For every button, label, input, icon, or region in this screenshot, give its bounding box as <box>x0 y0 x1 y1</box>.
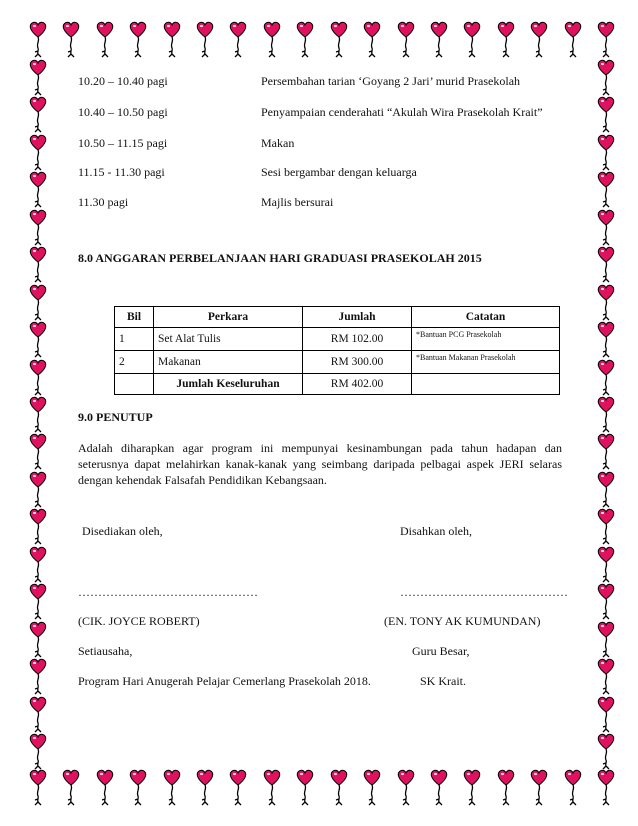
heart-balloon-icon <box>596 320 616 358</box>
schedule-time: 10.50 – 11.15 pagi <box>78 136 168 150</box>
heart-balloon-icon <box>563 768 583 806</box>
cell-perkara: Makanan <box>154 351 303 374</box>
section-8-title: 8.0 ANGGARAN PERBELANJAAN HARI GRADUASI PRASEKOLAH 2015 <box>78 251 482 265</box>
heart-balloon-icon <box>596 170 616 208</box>
heart-balloon-icon <box>596 695 616 733</box>
heart-balloon-icon <box>596 732 616 770</box>
heart-balloon-icon <box>596 768 616 806</box>
cell-bil: 2 <box>115 351 154 374</box>
heart-balloon-icon <box>596 470 616 508</box>
heart-balloon-icon <box>596 507 616 545</box>
total-value: RM 402.00 <box>303 374 412 395</box>
heart-balloon-icon <box>496 768 516 806</box>
heart-balloon-icon <box>362 768 382 806</box>
heart-balloon-icon <box>529 768 549 806</box>
signature-line-left: ……………………………………… <box>78 585 258 599</box>
approver-role: Guru Besar, <box>412 644 470 658</box>
heart-balloon-icon <box>195 768 215 806</box>
heart-balloon-icon <box>596 20 616 58</box>
schedule-time: 11.15 - 11.30 pagi <box>78 165 165 179</box>
heart-balloon-icon <box>28 432 48 470</box>
prepared-by-label: Disediakan oleh, <box>82 524 163 538</box>
schedule-event: Persembahan tarian ‘Goyang 2 Jari’ murid Prasekolah <box>261 74 521 88</box>
cell-bil: 1 <box>115 328 154 351</box>
heart-balloon-icon <box>162 768 182 806</box>
heart-balloon-icon <box>28 358 48 396</box>
cell-perkara: Set Alat Tulis <box>154 328 303 351</box>
heart-balloon-icon <box>462 768 482 806</box>
heart-balloon-icon <box>28 582 48 620</box>
heart-balloon-icon <box>396 20 416 58</box>
heart-balloon-icon <box>28 170 48 208</box>
heart-balloon-icon <box>295 20 315 58</box>
schedule-time: 10.20 – 10.40 pagi <box>78 74 168 88</box>
cell-empty <box>412 374 560 395</box>
total-label: Jumlah Keseluruhan <box>154 374 303 395</box>
heart-balloon-icon <box>596 133 616 171</box>
approver-organization: SK Krait. <box>420 674 466 688</box>
heart-balloon-icon <box>28 732 48 770</box>
heart-balloon-icon <box>28 395 48 433</box>
heart-balloon-icon <box>429 20 449 58</box>
heart-balloon-icon <box>128 768 148 806</box>
schedule-time: 10.40 – 10.50 pagi <box>78 105 168 119</box>
heart-balloon-icon <box>596 208 616 246</box>
heart-balloon-icon <box>429 768 449 806</box>
heart-balloon-icon <box>396 768 416 806</box>
heart-balloon-icon <box>28 20 48 58</box>
approved-by-label: Disahkan oleh, <box>400 524 472 538</box>
heart-balloon-icon <box>228 768 248 806</box>
heart-balloon-icon <box>28 58 48 96</box>
section-9-title: 9.0 PENUTUP <box>78 410 153 424</box>
cell-catatan: *Bantuan Makanan Prasekolah <box>412 351 560 374</box>
heart-balloon-icon <box>596 432 616 470</box>
cell-jumlah: RM 300.00 <box>303 351 412 374</box>
heart-balloon-icon <box>563 20 583 58</box>
header-bil: Bil <box>115 307 154 328</box>
cell-catatan: *Bantuan PCG Prasekolah <box>412 328 560 351</box>
heart-balloon-icon <box>28 695 48 733</box>
heart-balloon-icon <box>28 95 48 133</box>
heart-balloon-icon <box>596 58 616 96</box>
schedule-event: Sesi bergambar dengan keluarga <box>261 165 417 179</box>
heart-balloon-icon <box>28 620 48 658</box>
heart-balloon-icon <box>61 768 81 806</box>
heart-balloon-icon <box>28 470 48 508</box>
heart-balloon-icon <box>596 582 616 620</box>
header-perkara: Perkara <box>154 307 303 328</box>
table-total-row <box>115 374 560 395</box>
schedule-event: Penyampaian cenderahati “Akulah Wira Prasekolah Krait” <box>261 105 543 119</box>
heart-balloon-icon <box>28 507 48 545</box>
heart-balloon-icon <box>596 95 616 133</box>
heart-balloon-icon <box>596 620 616 658</box>
heart-balloon-icon <box>462 20 482 58</box>
heart-balloon-icon <box>329 20 349 58</box>
heart-balloon-icon <box>295 768 315 806</box>
heart-balloon-icon <box>28 245 48 283</box>
heart-balloon-icon <box>262 768 282 806</box>
heart-balloon-icon <box>28 545 48 583</box>
heart-balloon-icon <box>329 768 349 806</box>
header-jumlah: Jumlah <box>303 307 412 328</box>
preparer-role: Setiausaha, <box>78 644 133 658</box>
heart-balloon-icon <box>262 20 282 58</box>
heart-balloon-icon <box>28 133 48 171</box>
heart-balloon-icon <box>596 245 616 283</box>
header-catatan: Catatan <box>412 307 560 328</box>
heart-balloon-icon <box>596 283 616 321</box>
heart-balloon-icon <box>596 395 616 433</box>
heart-balloon-icon <box>596 657 616 695</box>
heart-balloon-icon <box>28 208 48 246</box>
approver-name: (EN. TONY AK KUMUNDAN) <box>384 614 541 628</box>
schedule-time: 11.30 pagi <box>78 195 129 209</box>
heart-balloon-icon <box>28 768 48 806</box>
heart-balloon-icon <box>362 20 382 58</box>
heart-balloon-icon <box>61 20 81 58</box>
schedule-event: Makan <box>261 136 295 150</box>
heart-balloon-icon <box>162 20 182 58</box>
heart-balloon-icon <box>95 768 115 806</box>
heart-balloon-icon <box>28 283 48 321</box>
heart-balloon-icon <box>596 545 616 583</box>
heart-balloon-icon <box>195 20 215 58</box>
heart-balloon-icon <box>28 657 48 695</box>
heart-balloon-icon <box>128 20 148 58</box>
schedule-event: Majlis bersurai <box>261 195 334 209</box>
heart-balloon-icon <box>228 20 248 58</box>
table-header-row <box>115 307 560 328</box>
table-row <box>115 328 560 351</box>
heart-balloon-icon <box>28 320 48 358</box>
heart-balloon-icon <box>529 20 549 58</box>
heart-balloon-icon <box>496 20 516 58</box>
preparer-name: (CIK. JOYCE ROBERT) <box>78 614 200 628</box>
cell-jumlah: RM 102.00 <box>303 328 412 351</box>
cell-empty <box>115 374 154 395</box>
closing-paragraph: Adalah diharapkan agar program ini mempunyai kesinambungan pada tahun hadapan dan seterusnya dapat melahirkan kanak-kanak yang seimbang daripada pelbagai aspek JERI selaras dengan kehendak Falsafah Pendidikan Kebangsaan. <box>78 441 562 487</box>
budget-table <box>114 306 560 395</box>
table-row <box>115 351 560 374</box>
preparer-organization: Program Hari Anugerah Pelajar Cemerlang Prasekolah 2018. <box>78 674 371 688</box>
heart-balloon-icon <box>95 20 115 58</box>
heart-balloon-icon <box>596 358 616 396</box>
signature-line-right: …………………………………… <box>400 585 568 599</box>
